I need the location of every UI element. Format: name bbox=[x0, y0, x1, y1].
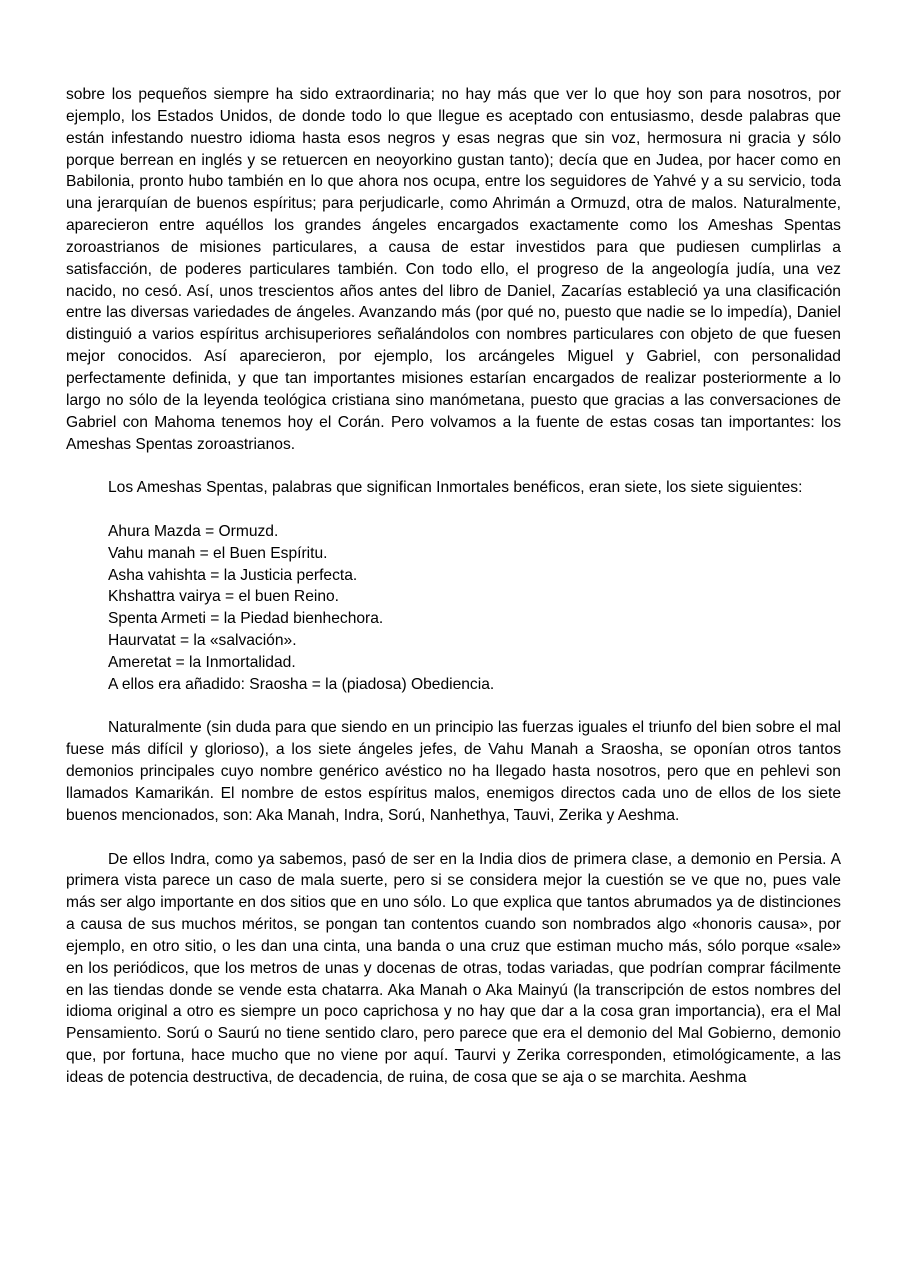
list-item: Vahu manah = el Buen Espíritu. bbox=[108, 544, 328, 562]
paragraph-spacer bbox=[66, 499, 841, 521]
list-item: Ahura Mazda = Ormuzd. bbox=[108, 522, 279, 540]
list-item: Asha vahishta = la Justicia perfecta. bbox=[108, 566, 358, 584]
paragraph-spacer bbox=[66, 455, 841, 477]
paragraph-spacer bbox=[66, 827, 841, 849]
paragraph-demons: Naturalmente (sin duda para que siendo en un principio las fuerzas iguales el triunfo del bien sobre el mal fuese más difícil y glorioso), a los siete ángeles jefes, de Vahu Manah a Sraosha, se oponían otros tantos demonios principales cuyo nombre genérico avéstico no ha llegado hasta nosotros, pero que en pehlevi son llamados Kamarikán. El nombre de estos espíritus malos, enemigos directos cada uno de ellos de los siete buenos mencionados, son: Aka Manah, Indra, Sorú, Nanhethya, Tauvi, Zerika y Aeshma. bbox=[66, 719, 841, 824]
paragraph-ameshas-intro: Los Ameshas Spentas, palabras que significan Inmortales benéficos, eran siete, los siete siguientes: bbox=[108, 479, 803, 497]
text-column bbox=[66, 84, 841, 1089]
list-item: A ellos era añadido: Sraosha = la (piadosa) Obediencia. bbox=[108, 675, 495, 693]
list-item: Ameretat = la Inmortalidad. bbox=[108, 653, 296, 671]
amesha-spentas-list bbox=[66, 521, 841, 696]
list-item: Haurvatat = la «salvación». bbox=[108, 632, 297, 650]
paragraph-continuation: sobre los pequeños siempre ha sido extraordinaria; no hay más que ver lo que hoy son para nosotros, por ejemplo, los Estados Unidos, de donde todo lo que llegue es aceptado con entusiasmo, desde palabras que están infestando nuestro idioma hasta esos negros y esas negras que sin voz, hermosura ni gracia y sólo porque berrean en inglés y se retuercen en neoyorkino gustan tanto); decía que en Judea, por hacer como en Babilonia, pronto hubo también en lo que ahora nos ocupa, entre los seguidores de Yahvé y a su servicio, toda una jerarquían de buenos espíritus; para perjudicarle, como Ahrimán a Ormuzd, otra de malos. Naturalmente, aparecieron entre aquéllos los grandes ángeles encargados exactamente como los Ameshas Spentas zoroastrianos de misiones particulares, a causa de estar investidos para que pudiesen cumplirlas a satisfacción, de poderes particulares también. Con todo ello, el progreso de la angeología judía, una vez nacido, no cesó. Así, unos trescientos años antes del libro de Daniel, Zacarías estableció ya una clasificación entre las diversas variedades de ángeles. Avanzando más (por qué no, puesto que nadie se lo impedía), Daniel distinguió a varios espíritus archisuperiores señalándolos con nombres particulares con objeto de que fuesen mejor conocidos. Así aparecieron, por ejemplo, los arcángeles Miguel y Gabriel, con personalidad perfectamente definida, y que tan importantes misiones estarían encargados de realizar posteriormente a lo largo no sólo de la leyenda teológica cristiana sino manómetana, puesto que gracias a las conversaciones de Gabriel con Mahoma tenemos hoy el Corán. Pero volvamos a la fuente de estas cosas tan importantes: los Ameshas Spentas zoroastrianos. bbox=[66, 86, 841, 453]
paragraph-spacer bbox=[66, 696, 841, 718]
paragraph-indra: De ellos Indra, como ya sabemos, pasó de ser en la India dios de primera clase, a demonio en Persia. A primera vista parece un caso de mala suerte, pero si se considera mejor la cuestión se ve que no, pues vale más ser algo importante en dos sitios que en uno sólo. Lo que explica que tantos abrumados ya de distinciones a causa de sus muchos méritos, se pongan tan contentos cuando son nombrados algo «honoris causa», por ejemplo, en otro sitio, o les dan una cinta, una banda o una cruz que estiman mucho más, sólo porque «sale» en los periódicos, que los metros de unas y docenas de otras, todas variadas, que podrían comprar fácilmente en las tiendas donde se vende esta chatarra. Aka Manah o Aka Mainyú (la transcripción de estos nombres del idioma original a otro es siempre un poco caprichosa y no hay que dar a la cosa gran importancia), era el Mal Pensamiento. Sorú o Saurú no tiene sentido claro, pero parece que era el demonio del Mal Gobierno, demonio que, por fortuna, hace mucho que no viene por aquí. Taurvi y Zerika corresponden, etimológicamente, a las ideas de potencia destructiva, de decadencia, de ruina, de cosa que se aja o se marchita. Aeshma bbox=[66, 850, 841, 1086]
list-item: Khshattra vairya = el buen Reino. bbox=[108, 588, 340, 606]
list-item: Spenta Armeti = la Piedad bienhechora. bbox=[108, 610, 384, 628]
